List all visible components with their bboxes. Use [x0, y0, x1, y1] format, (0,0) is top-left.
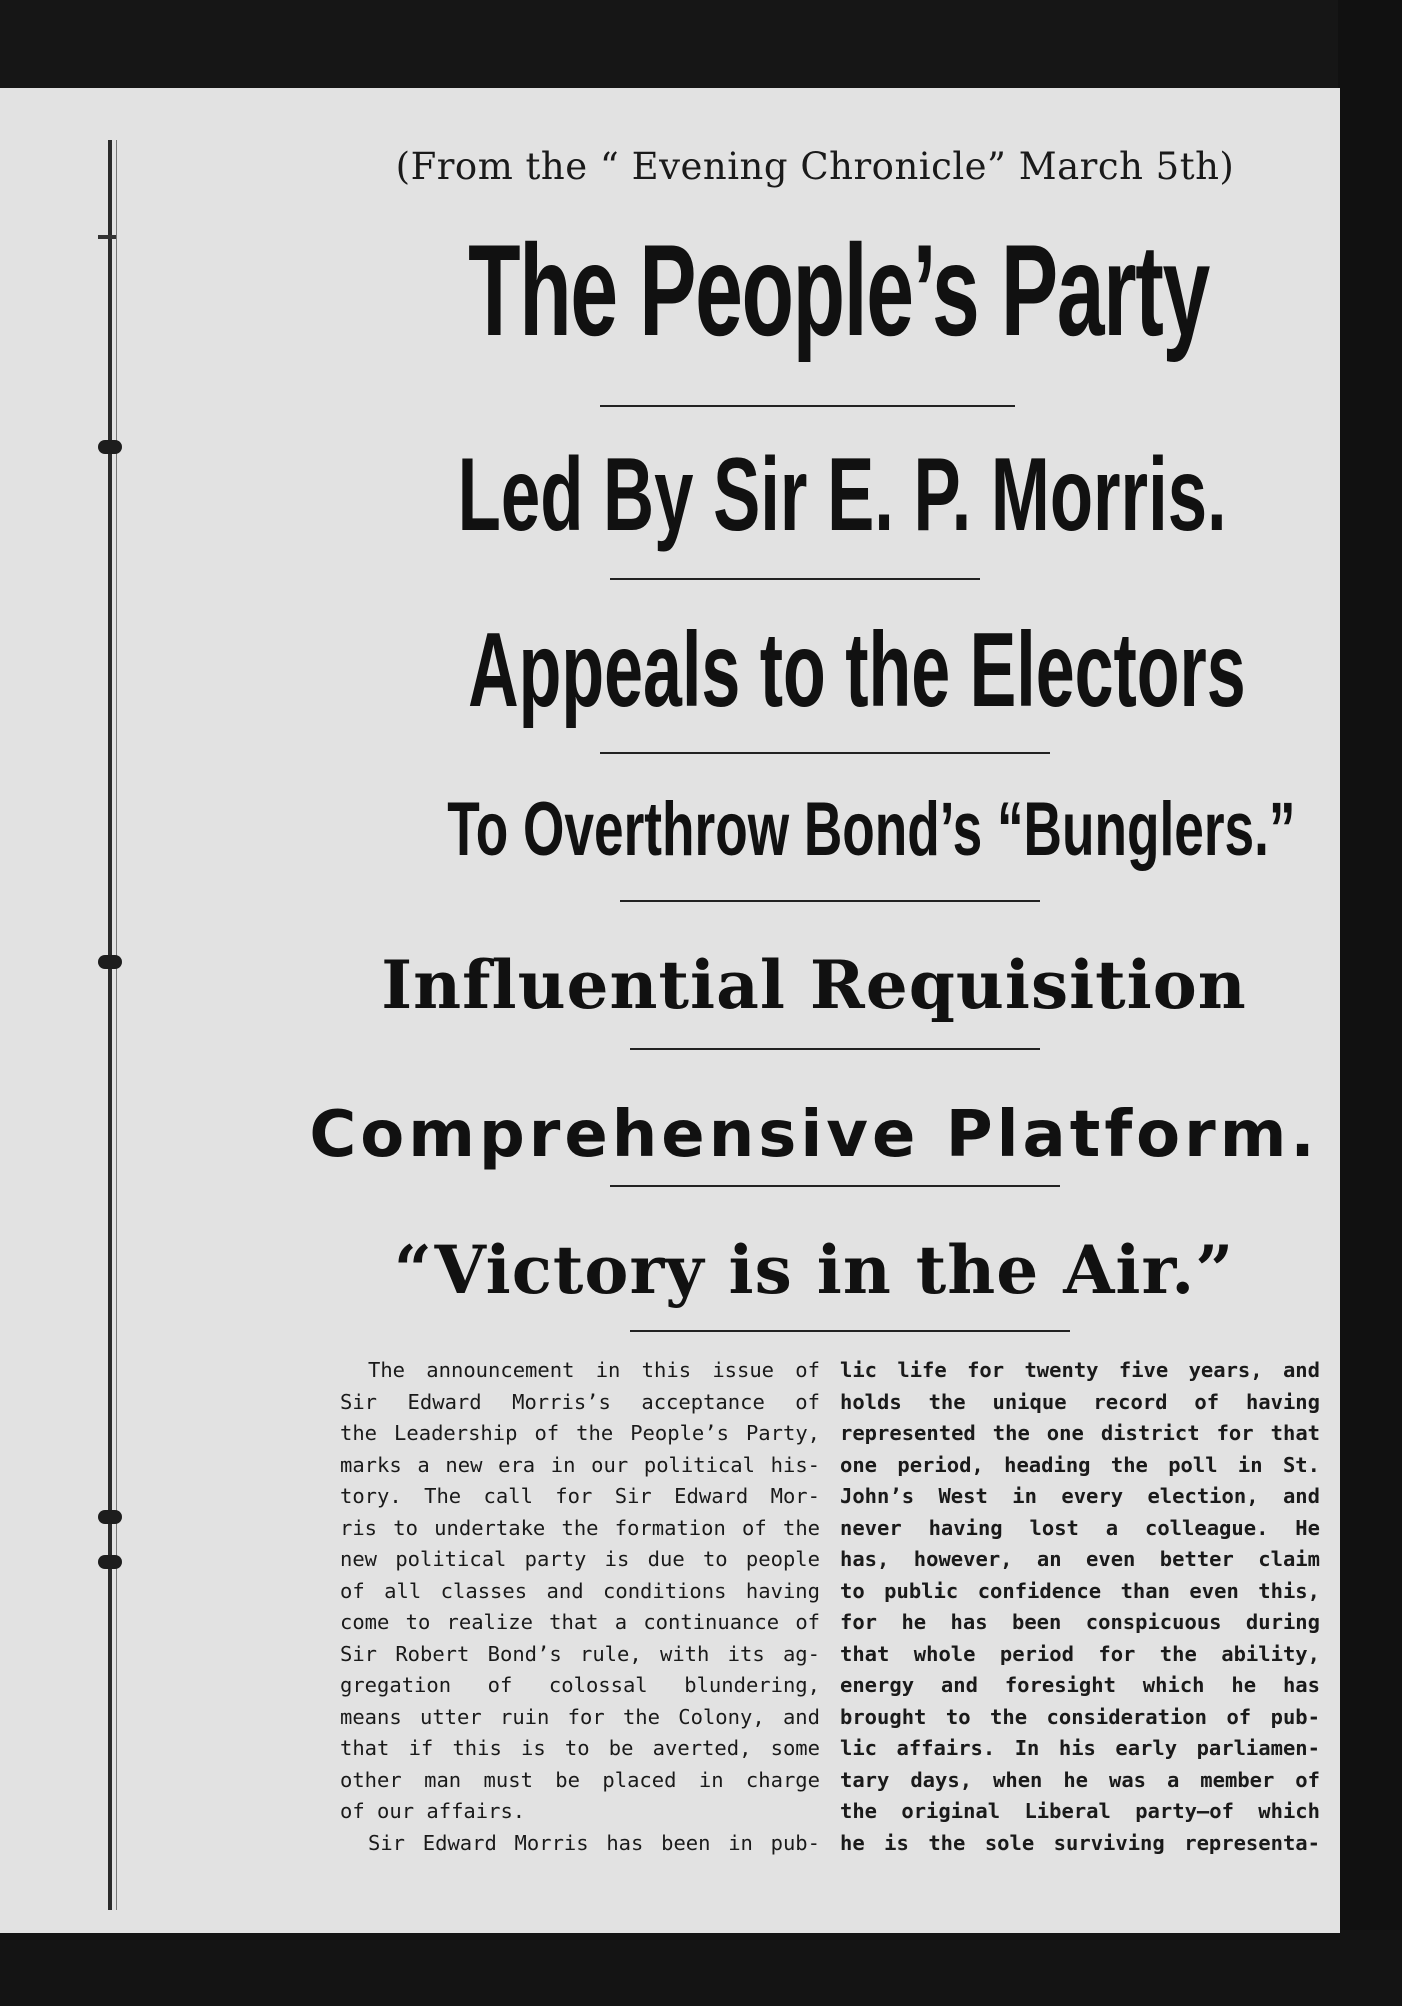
article-line: lic affairs. In his early parliamen-	[840, 1736, 1320, 1760]
article-line: the original Liberal party—of which	[840, 1799, 1320, 1823]
article-line: of all classes and conditions having	[340, 1578, 820, 1603]
headline-leader: Led By Sir E. P. Morris.	[457, 437, 1227, 553]
divider-rule	[620, 900, 1040, 902]
article-line: of our affairs.	[340, 1799, 526, 1823]
article-line: gregation of colossal blundering,	[340, 1673, 820, 1697]
article-line: John’s West in every election, and	[840, 1484, 1320, 1508]
article-line: lic life for twenty five years, and	[840, 1358, 1320, 1382]
divider-rule	[600, 405, 1015, 407]
article-line: tary days, when he was a member of	[840, 1767, 1320, 1792]
article-line: has, however, an even better claim	[840, 1547, 1320, 1571]
article-line: that whole period for the ability,	[840, 1641, 1320, 1666]
binding-knot	[98, 440, 122, 454]
article-line: marks a new era in our political his-	[340, 1452, 820, 1477]
article-line: energy and foresight which he has	[840, 1673, 1320, 1697]
scan-border-bottom	[0, 1930, 1402, 2006]
article-line: come to realize that a continuance of	[340, 1610, 820, 1634]
margin-mark	[98, 235, 116, 239]
article-line: brought to the consideration of pub-	[840, 1704, 1320, 1729]
binding-knot	[98, 1510, 122, 1524]
headline-victory: “Victory is in the Air.”	[393, 1231, 1235, 1309]
article-line: for he has been conspicuous during	[840, 1610, 1320, 1634]
article-line: means utter ruin for the Colony, and	[340, 1704, 820, 1729]
article-line: one period, heading the poll in St.	[840, 1452, 1320, 1477]
source-line: (From the “ Evening Chronicle” March 5th)	[395, 145, 1235, 188]
article-line: Sir Robert Bond’s rule, with its ag-	[340, 1641, 820, 1666]
binding-thread	[108, 140, 112, 1910]
article-line: the Leadership of the People’s Party,	[340, 1421, 820, 1445]
article-column-left	[340, 1355, 820, 1905]
article-line: he is the sole surviving representa-	[840, 1830, 1320, 1855]
scan-border-right	[1338, 0, 1402, 2006]
scan-border-top	[0, 0, 1402, 90]
article-column-right	[840, 1355, 1320, 1905]
article-line: represented the one district for that	[840, 1421, 1320, 1445]
article-line: Sir Edward Morris has been in pub-	[368, 1830, 820, 1855]
headline-platform: Comprehensive Platform.	[309, 1098, 1319, 1172]
article-line: that if this is to be averted, some	[340, 1736, 820, 1760]
headline-appeal: Appeals to the Electors	[468, 611, 1246, 729]
headline-overthrow: To Overthrow Bond’s “Bunglers.”	[447, 787, 1296, 872]
divider-rule	[610, 578, 980, 580]
article-line: tory. The call for Sir Edward Mor-	[340, 1484, 820, 1508]
article-line: Sir Edward Morris’s acceptance of	[340, 1389, 820, 1414]
divider-rule	[630, 1048, 1040, 1050]
article-line: other man must be placed in charge	[340, 1767, 820, 1792]
headline-requisition: Influential Requisition	[381, 946, 1247, 1024]
article-line: The announcement in this issue of	[368, 1358, 820, 1382]
binding-edge	[116, 140, 117, 1910]
article-line: ris to undertake the formation of the	[340, 1515, 820, 1540]
divider-rule	[600, 752, 1050, 754]
binding-knot	[98, 955, 122, 969]
article-line: to public confidence than even this,	[840, 1578, 1320, 1603]
article-line: holds the unique record of having	[840, 1389, 1320, 1414]
binding-knot	[98, 1555, 122, 1569]
article-line: never having lost a colleague. He	[840, 1515, 1320, 1540]
divider-rule	[630, 1330, 1070, 1332]
article-line: new political party is due to people	[340, 1547, 820, 1571]
divider-rule	[610, 1185, 1060, 1187]
headline-party: The People’s Party	[468, 217, 1209, 363]
